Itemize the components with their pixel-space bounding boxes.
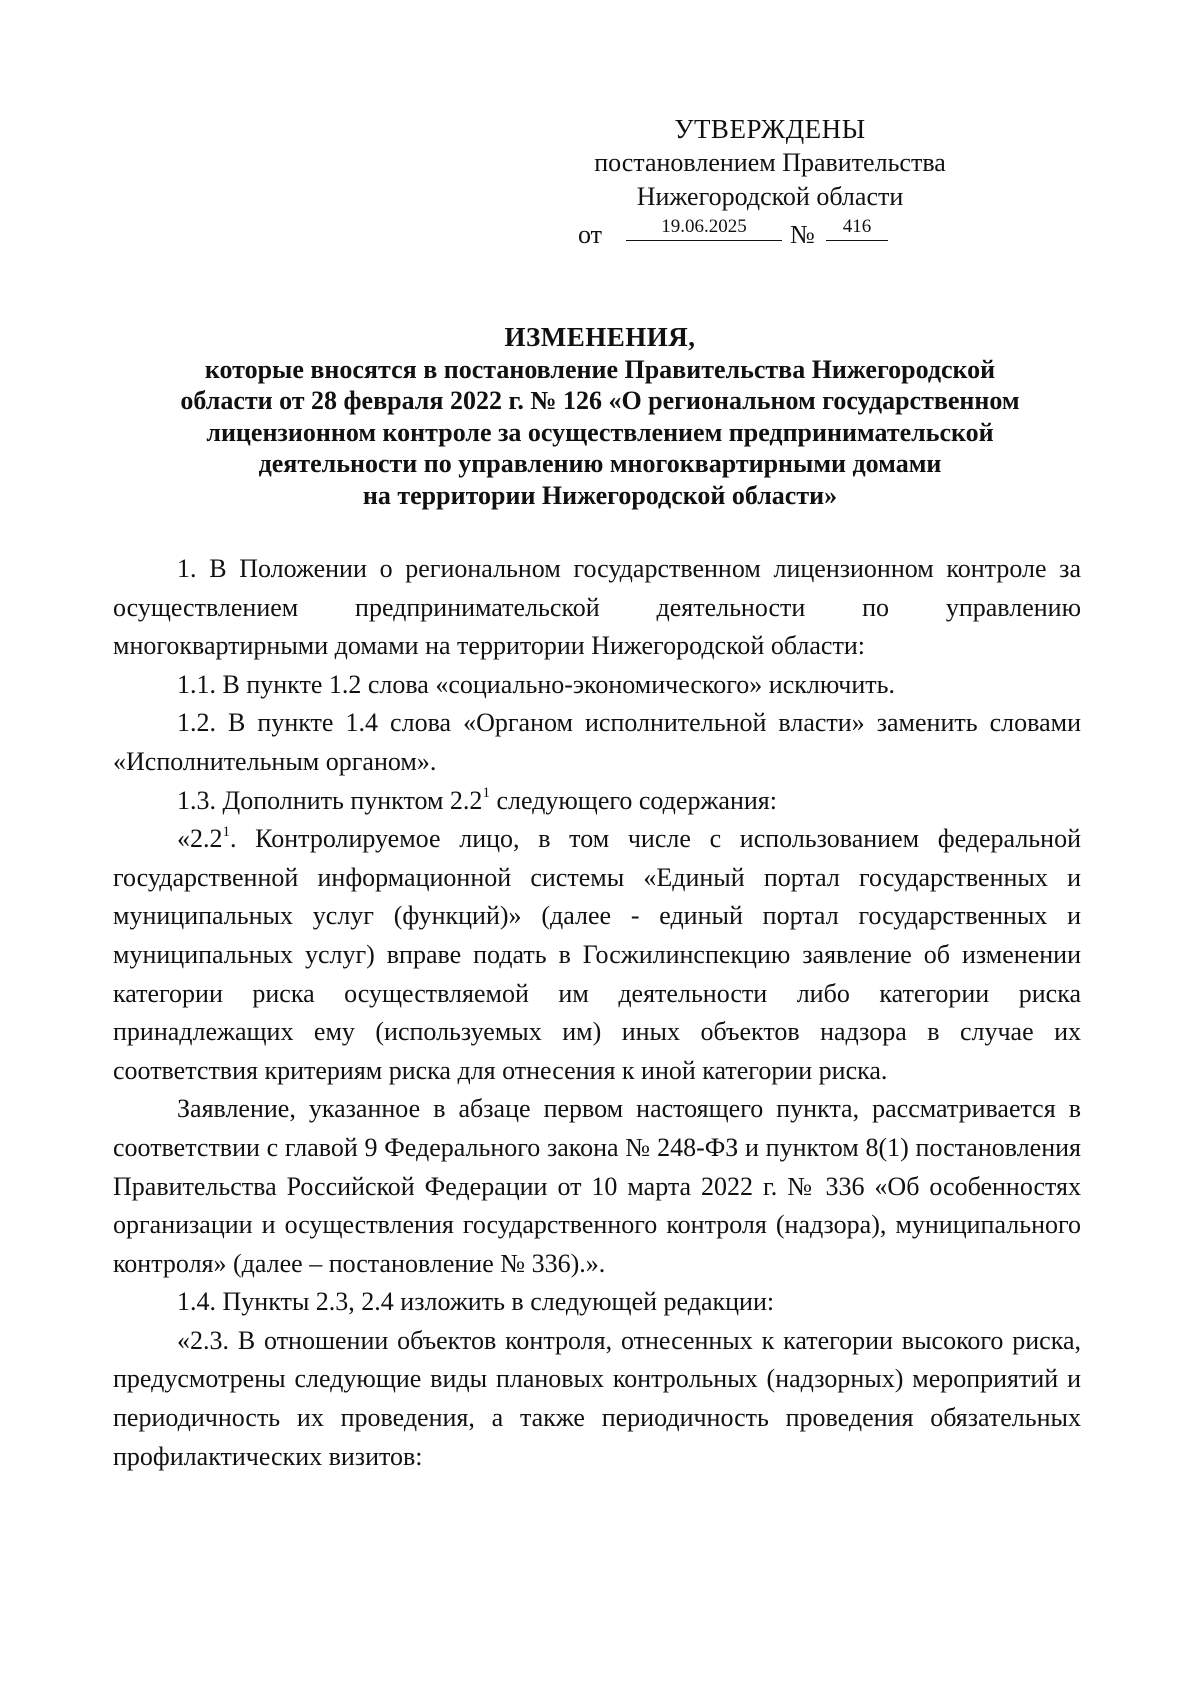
paragraph-2-2-1-text: . Контролируемое лицо, в том числе с использованием федеральной государственной информационной системы «Единый портал государственных и муниципальных услуг (функций)» (далее - единый портал государственных и муниципальных услуг) вправе подать в Госжилинспекцию заявление об изменении категории риска осуществляемой им деятельности либо категории риска принадлежащих ему (используемых им) иных объектов надзора в случае их соответствия критериям риска для отнесения к иной категории риска. — [113, 824, 1081, 1085]
approval-date: 19.06.2025 — [626, 214, 782, 241]
paragraph-1-3-text: 1.3. Дополнить пунктом 2.2 — [177, 785, 483, 815]
title-line-1: которые вносятся в постановление Правительства Нижегородской — [204, 354, 996, 384]
title-main: ИЗМЕНЕНИЯ, — [504, 322, 696, 352]
approval-date-number-line — [568, 214, 980, 254]
paragraph-2-2-1 — [113, 820, 1081, 1090]
approval-heading: УТВЕРЖДЕНЫ — [674, 114, 866, 144]
document-body — [113, 550, 1081, 1476]
approval-number: 416 — [826, 214, 888, 241]
title-line-5: на территории Нижегородской области» — [362, 480, 838, 510]
paragraph-1-1: 1.1. В пункте 1.2 слова «социально-экономического» исключить. — [177, 669, 895, 699]
title-line-2: области от 28 февраля 2022 г. № 126 «О региональном государственном — [180, 386, 1020, 415]
date-prefix: от — [578, 220, 603, 249]
paragraph-1-3 — [113, 782, 1081, 821]
document-title — [120, 322, 1080, 511]
paragraph-1-4: 1.4. Пункты 2.3, 2.4 изложить в следующей редакции: — [177, 1287, 775, 1317]
approval-line-2: Нижегородской области — [636, 182, 904, 211]
title-line-3: лицензионном контроле за осуществлением предпринимательской — [206, 417, 994, 447]
superscript: 1 — [482, 784, 490, 801]
paragraph-1-3-tail: следующего содержания: — [489, 785, 777, 815]
approval-stamp — [560, 112, 980, 254]
superscript: 1 — [222, 823, 230, 840]
title-line-4: деятельности по управлению многоквартирными домами — [258, 449, 942, 478]
paragraph-2-3: «2.3. В отношении объектов контроля, отнесенных к категории высокого риска, предусмотрены следующие виды плановых контрольных (надзорных) мероприятий и периодичность их проведения, а также периодичность проведения обязательных профилактических визитов: — [113, 1325, 1081, 1471]
paragraph-1: 1. В Положении о региональном государственном лицензионном контроле за осуществлением предпринимательской деятельности по управлению многоквартирными домами на территории Нижегородской области: — [113, 554, 1081, 661]
number-sign: № — [790, 220, 815, 249]
paragraph-application: Заявление, указанное в абзаце первом настоящего пункта, рассматривается в соответствии с главой 9 Федерального закона № 248-ФЗ и пунктом 8(1) постановления Правительства Российской Федерации от 10 марта 2022 г. № 336 «Об особенностях организации и осуществления государственного контроля (надзора), муниципального контроля» (далее – постановление № 336).». — [113, 1094, 1081, 1278]
paragraph-1-2: 1.2. В пункте 1.4 слова «Органом исполнительной власти» заменить словами «Исполнительным органом». — [113, 708, 1081, 776]
approval-line-1: постановлением Правительства — [594, 148, 946, 177]
paragraph-2-2-1-lead: «2.2 — [177, 824, 223, 854]
